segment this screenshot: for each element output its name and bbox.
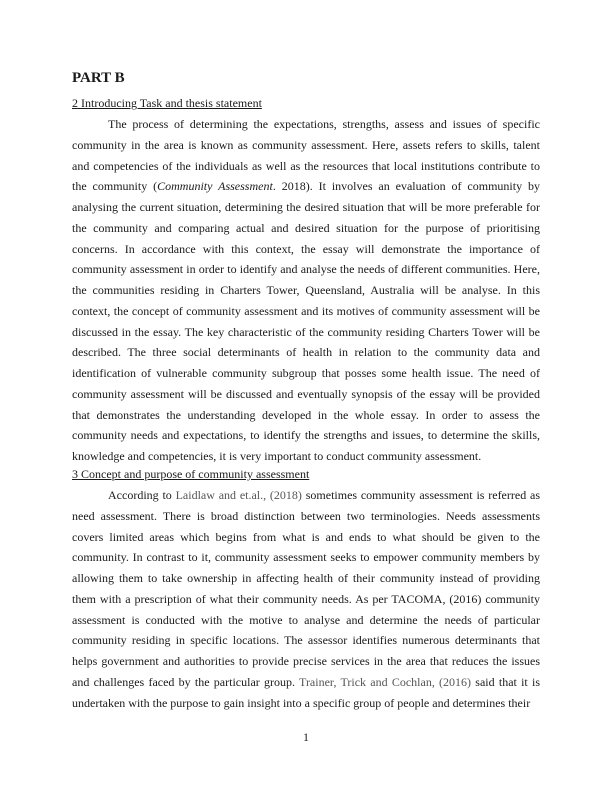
intro-text-part-1: The process of determining the expectations, strengths, assess and issues of specific community in the area is known as community assessment. Here, assets refers to skills, talent and competencies of the individuals as well as the resources that local institutions contribute to the community ( [72,117,540,194]
concept-text-part-3: community assessment is conducted with the motive to analyse and determine the needs of particular community residing in specific locations. The assessor identifies numerous determinants that helps government and authorities to provide precise services in the area that reduces the issues and challenges faced by the particular group. [72,591,540,689]
citation-laidlaw: Laidlaw and et.al., (2018) [175,488,302,502]
concept-text-part-2: sometimes community assessment is referred as need assessment. There is broad distinction between two terminologies. Needs assessments covers limited areas which begins from what is and ends to what should be given to the community. In contrast to it, community assessment seeks to empower community members by allowing them to take ownership in affecting health of their community instead of providing them with a prescription of what their community needs. As per [72,488,540,606]
section-heading-concept: 3 Concept and purpose of community assessment [72,467,310,481]
citation-tacoma: TACOMA, (2016) [391,591,482,606]
section-heading-introduction: 2 Introducing Task and thesis statement [72,96,262,110]
concept-paragraph [72,485,540,713]
concept-text-part-1: According to [108,488,176,502]
introduction-paragraph [72,114,540,467]
intro-citation: Community Assessment [157,179,273,194]
concept-text-part-4: said that it is undertaken with the purpose to gain insight into a specific group of people and determines their [72,674,541,710]
part-title: PART B [72,70,125,86]
page-number: 1 [303,730,309,744]
citation-trainer: Trainer, Trick and Cochlan, (2016) [299,674,472,689]
intro-text-part-2: . 2018). It involves an evaluation of community by analysing the current situation, determining the desired situation that will be more preferable for the community and comparing actual and desired situation for the purpose of prioritising concerns. In accordance with this context, the essay will demonstrate the importance of community assessment in order to identify and analyse the needs of different communities. Here, the communities residing in Charters Tower, Queensland, Australia will be analyse. In this context, the concept of community assessment and its motives of community assessment will be discussed in the essay. The key characteristic of the community residing Charters Tower will be described. The three social determinants of health in relation to the community data and identification of vulnerable community subgroup that posses some health issue. The need of community assessment will be discussed and eventually synopsis of the essay will be provided that demonstrates the understanding developed in the whole essay. In order to assess the community needs and expectations, to identify the strengths and issues, to determine the skills, knowledge and competencies, it is very important to conduct community assessment. [72,179,540,463]
